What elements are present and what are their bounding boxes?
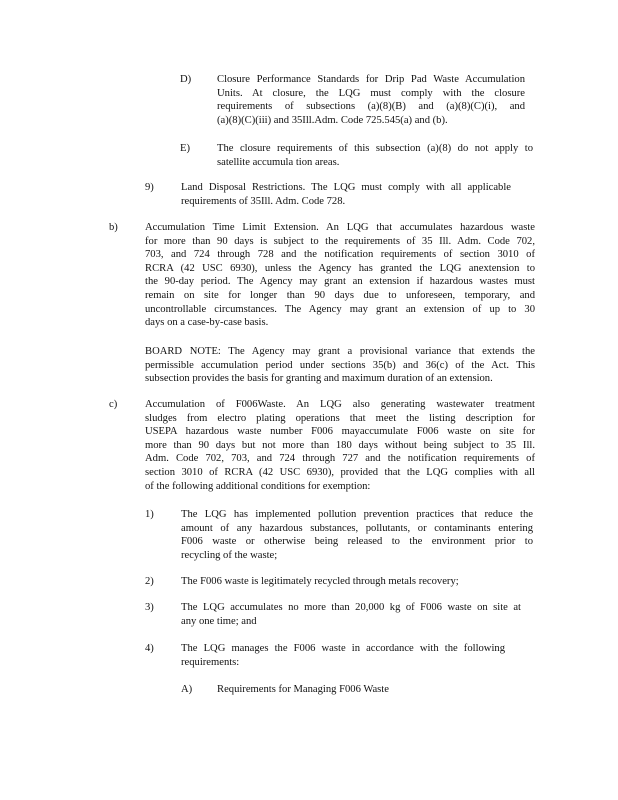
item-c-4-a-text — [217, 683, 457, 697]
item-9-label: 9) — [145, 182, 154, 193]
text-line: The LQG has implemented pollution prevention practices that reduce the — [181, 509, 533, 520]
item-c-1-text — [181, 508, 533, 562]
item-b-text — [145, 221, 535, 330]
text-line: F006 waste or otherwise being released to the environment prior to — [181, 536, 533, 548]
text-line: section 3010 of RCRA (42 USC 6930), provided that the LQG complies with all — [145, 466, 535, 478]
text-line: permissible accumulation period under sections 35(b) and 36(c) of the Act. This — [145, 359, 535, 371]
text-line: the 90-day period. The Agency may grant an extension if hazardous wastes must — [145, 276, 535, 288]
text-line: RCRA (42 USC 6930), unless the Agency has granted the LQG anextension to — [145, 262, 535, 274]
item-d-text — [217, 73, 525, 127]
item-c-label: c) — [109, 399, 118, 410]
item-9-text — [181, 181, 511, 208]
text-line: (a)(8)(C)(iii) and 35Ill.Adm. Code 725.545(a) and (b). — [217, 114, 448, 126]
item-c-1-label: 1) — [145, 509, 154, 520]
text-line: recycling of the waste; — [181, 549, 278, 561]
text-line: Units. At closure, the LQG must comply with the closure — [217, 87, 525, 99]
text-line: requirements of 35Ill. Adm. Code 728. — [181, 195, 346, 207]
text-line: The closure requirements of this subsection (a)(8) do not apply to — [217, 143, 533, 154]
text-line: more than 90 days but not more than 180 days without being subject to 35 Ill. — [145, 439, 535, 451]
text-line: Closure Performance Standards for Drip Pad Waste Accumulation — [217, 74, 525, 85]
item-e-label: E) — [180, 143, 190, 154]
text-line: uncontrollable circumstances. The Agency may grant an extension of up to 30 — [145, 303, 535, 315]
text-line: Requirements for Managing F006 Waste — [217, 684, 389, 695]
text-line: The F006 waste is legitimately recycled through metals recovery; — [181, 576, 459, 587]
item-c-text — [145, 398, 535, 493]
text-line: Accumulation of F006Waste. An LQG also generating wastewater treatment — [145, 399, 535, 410]
text-line: The LQG accumulates no more than 20,000 kg of F006 waste on site at — [181, 602, 521, 613]
text-line: for more than 90 days is subject to the requirements of 35 Ill. Adm. Code 702, — [145, 235, 535, 247]
item-c-2-text — [181, 575, 521, 589]
text-line: of the following additional conditions for exemption: — [145, 480, 371, 492]
item-d-label: D) — [180, 74, 192, 85]
text-line: requirements: — [181, 656, 240, 668]
text-line: remain on site for longer than 90 days due to unforeseen, temporary, and — [145, 289, 535, 301]
text-line: Accumulation Time Limit Extension. An LQG that accumulates hazardous waste — [145, 222, 535, 233]
item-c-4-label: 4) — [145, 643, 154, 654]
text-line: Adm. Code 702, 703, and 724 through 727 and the notification requirements of — [145, 453, 535, 465]
text-line: amount of any hazardous substances, pollutants, or contaminants entering — [181, 522, 533, 534]
text-line: days on a case-by-case basis. — [145, 317, 269, 329]
item-c-2-label: 2) — [145, 576, 154, 587]
item-c-4-a-label: A) — [181, 684, 193, 695]
item-c-4-text — [181, 642, 505, 669]
text-line: BOARD NOTE: The Agency may grant a provisional variance that extends the — [145, 346, 535, 357]
text-line: any one time; and — [181, 615, 257, 627]
text-line: satellite accumula tion areas. — [217, 156, 340, 168]
text-line: 703, and 724 through 728 and the notification requirements of section 3010 of — [145, 249, 535, 261]
text-line: subsection provides the basis for granting and maximum duration of an extension. — [145, 373, 493, 385]
item-c-3-text — [181, 601, 521, 628]
text-line: requirements of subsections (a)(8)(B) and (a)(8)(C)(i), and — [217, 101, 525, 113]
text-line: Land Disposal Restrictions. The LQG must comply with all applicable — [181, 182, 511, 193]
board-note — [145, 345, 535, 386]
text-line: USEPA hazardous waste number F006 mayaccumulate F006 waste on site for — [145, 426, 535, 438]
text-line: sludges from electro plating operations that meet the listing description for — [145, 412, 535, 424]
item-c-3-label: 3) — [145, 602, 154, 613]
text-line: The LQG manages the F006 waste in accordance with the following — [181, 643, 505, 654]
item-b-label: b) — [109, 222, 118, 233]
item-e-text — [217, 142, 533, 169]
